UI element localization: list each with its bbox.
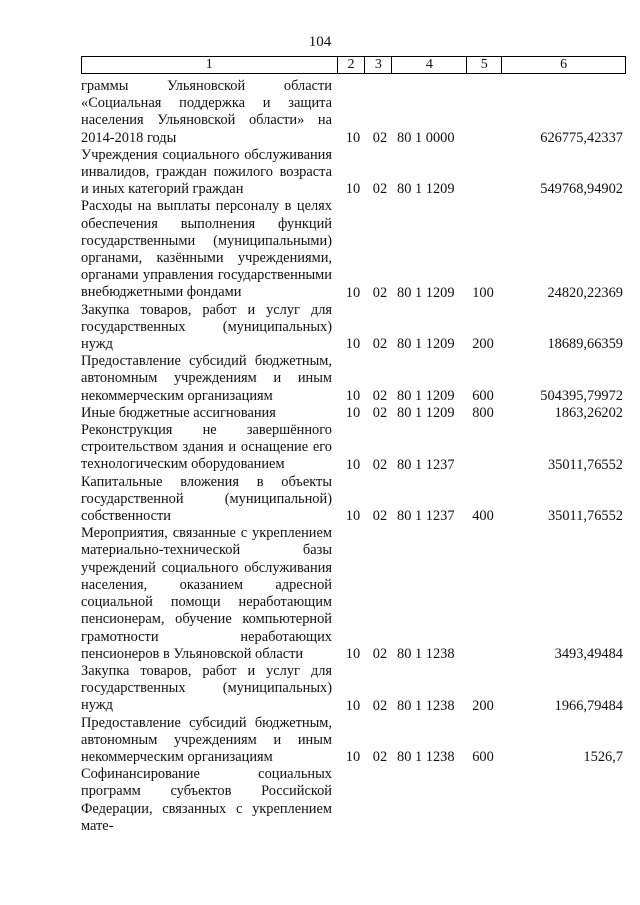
row-codes xyxy=(81,285,626,302)
table-row xyxy=(81,78,626,147)
table-row xyxy=(81,198,626,301)
column-header-3: 3 xyxy=(365,57,392,74)
column-header-1: 1 xyxy=(82,57,338,74)
table-row xyxy=(81,405,626,422)
subsection-code: 02 xyxy=(372,508,388,525)
amount: 1966,79484 xyxy=(554,697,623,714)
row-description: Иные бюджетные ассигнования xyxy=(81,404,276,421)
subsection-code: 02 xyxy=(372,456,388,473)
row-codes xyxy=(81,457,626,474)
row-description: Предоставление субсидий бюджетным, автономным учреждениям и иным некоммерческим организациям xyxy=(81,353,332,404)
column-header-5: 5 xyxy=(467,57,502,74)
target-article-code: 80 1 1237 xyxy=(397,456,455,473)
section-code: 10 xyxy=(345,181,361,198)
expense-type-code: 200 xyxy=(472,697,494,714)
target-article-code: 80 1 1238 xyxy=(397,697,455,714)
expense-type-code: 600 xyxy=(472,749,494,766)
row-codes xyxy=(81,698,626,715)
subsection-code: 02 xyxy=(372,749,388,766)
table-row xyxy=(81,715,626,767)
table-row xyxy=(81,147,626,199)
target-article-code: 80 1 1209 xyxy=(397,336,455,353)
row-codes xyxy=(81,388,626,405)
subsection-code: 02 xyxy=(372,645,388,662)
amount: 549768,94902 xyxy=(540,181,623,198)
target-article-code: 80 1 0000 xyxy=(397,129,455,146)
target-article-code: 80 1 1238 xyxy=(397,749,455,766)
amount: 24820,22369 xyxy=(547,284,623,301)
row-description: Мероприятия, связанные с укреплением материально-технической базы учреждений социального обслуживания населения, оказанием адресной социальной помощи неработающим пенсионерам, обучение компьютерной грамотности неработающих пенсионеров в Ульяновской области xyxy=(81,525,332,662)
row-codes xyxy=(81,336,626,353)
section-code: 10 xyxy=(345,456,361,473)
section-code: 10 xyxy=(345,405,361,422)
row-codes xyxy=(81,130,626,147)
section-code: 10 xyxy=(345,697,361,714)
table-row xyxy=(81,766,626,835)
table-row xyxy=(81,302,626,354)
expense-type-code: 200 xyxy=(472,336,494,353)
target-article-code: 80 1 1238 xyxy=(397,645,455,662)
column-header-row xyxy=(81,56,626,74)
amount: 1526,7 xyxy=(583,749,623,766)
subsection-code: 02 xyxy=(372,284,388,301)
target-article-code: 80 1 1209 xyxy=(397,181,455,198)
amount: 504395,79972 xyxy=(540,387,623,404)
row-codes xyxy=(81,749,626,766)
amount: 18689,66359 xyxy=(547,336,623,353)
row-codes xyxy=(81,646,626,663)
section-code: 10 xyxy=(345,284,361,301)
subsection-code: 02 xyxy=(372,181,388,198)
row-description: Предоставление субсидий бюджетным, автономным учреждениям и иным некоммерческим организациям xyxy=(81,714,332,765)
section-code: 10 xyxy=(345,508,361,525)
row-description: Реконструкция не завершённого строительством здания и оснащение его технологическим оборудованием xyxy=(81,422,332,473)
table-row xyxy=(81,474,626,526)
row-description: Софинансирование социальных программ субъектов Российской Федерации, связанных с укреплением мате- xyxy=(81,766,332,834)
row-description: Расходы на выплаты персоналу в целях обеспечения выполнения функций государственными (муниципальными) органами, казёнными учреждениями, органами управления государственными внебюджетными фондами xyxy=(81,198,332,301)
row-codes xyxy=(81,508,626,525)
section-code: 10 xyxy=(345,749,361,766)
section-code: 10 xyxy=(345,129,361,146)
expense-type-code: 600 xyxy=(472,387,494,404)
column-header-2: 2 xyxy=(337,57,365,74)
subsection-code: 02 xyxy=(372,129,388,146)
row-description: Капитальные вложения в объекты государственной (муниципальной) собственности xyxy=(81,473,332,525)
budget-table-body xyxy=(81,78,626,835)
amount: 1863,26202 xyxy=(554,405,623,422)
target-article-code: 80 1 1237 xyxy=(397,508,455,525)
subsection-code: 02 xyxy=(372,336,388,353)
expense-type-code: 100 xyxy=(472,284,494,301)
row-codes xyxy=(81,818,626,835)
expense-type-code: 400 xyxy=(472,508,494,525)
table-row xyxy=(81,353,626,405)
section-code: 10 xyxy=(345,387,361,404)
subsection-code: 02 xyxy=(372,405,388,422)
target-article-code: 80 1 1209 xyxy=(397,405,455,422)
row-description: Учреждения социального обслуживания инвалидов, граждан пожилого возраста и иных категорий граждан xyxy=(81,146,332,198)
table-row xyxy=(81,663,626,715)
amount: 3493,49484 xyxy=(554,645,623,662)
table-row xyxy=(81,525,626,663)
row-description: граммы Ульяновской области «Социальная поддержка и защита населения Ульяновской области» на 2014-2018 годы xyxy=(81,78,332,146)
table-row xyxy=(81,422,626,474)
subsection-code: 02 xyxy=(372,387,388,404)
target-article-code: 80 1 1209 xyxy=(397,284,455,301)
expense-type-code: 800 xyxy=(472,405,494,422)
amount: 626775,42337 xyxy=(540,129,623,146)
page-number: 104 xyxy=(308,34,332,50)
subsection-code: 02 xyxy=(372,697,388,714)
section-code: 10 xyxy=(345,645,361,662)
section-code: 10 xyxy=(345,336,361,353)
column-header-6: 6 xyxy=(502,57,626,74)
row-description: Закупка товаров, работ и услуг для государственных (муниципальных) нужд xyxy=(81,662,332,714)
target-article-code: 80 1 1209 xyxy=(397,387,455,404)
row-codes xyxy=(81,181,626,198)
column-header-4: 4 xyxy=(392,57,467,74)
row-description: Закупка товаров, работ и услуг для государственных (муниципальных) нужд xyxy=(81,301,332,353)
amount: 35011,76552 xyxy=(547,508,623,525)
row-codes xyxy=(81,405,626,422)
amount: 35011,76552 xyxy=(547,456,623,473)
